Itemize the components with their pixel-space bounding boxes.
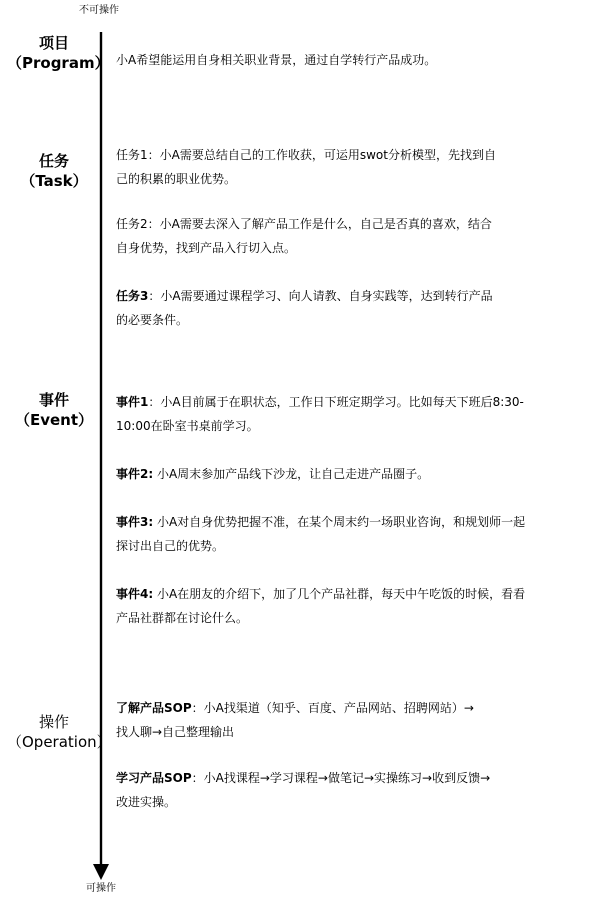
event-3-line2: 探讨出自己的优势。 (116, 539, 225, 553)
operation-item-2 (116, 766, 588, 814)
event-4-line2: 产品社群都在讨论什么。 (116, 611, 249, 625)
operation-item-1 (116, 696, 588, 744)
axis-top-label: 不可操作 (79, 5, 119, 16)
program-title: 项目 (38, 34, 69, 52)
program-subtitle: （Program） (7, 54, 110, 72)
task-item-2 (116, 212, 588, 260)
task-subtitle: （Task） (20, 172, 88, 190)
task-3-line2: 的必要条件。 (116, 313, 189, 327)
operation-2-label: 学习产品SOP (116, 771, 192, 785)
section-title-event (7, 390, 101, 430)
section-title-task (7, 151, 101, 191)
task-2-line1: 任务2：小A需要去深入了解产品工作是什么，自己是否真的喜欢，结合 (116, 217, 492, 231)
task-item-3 (116, 284, 588, 332)
event-item-2 (116, 462, 588, 486)
event-item-4 (116, 582, 588, 630)
event-1-line2: 10:00在卧室书桌前学习。 (116, 419, 259, 433)
event-1-line1: ：小A目前属于在职状态，工作日下班定期学习。比如每天下班后8:30- (148, 395, 524, 409)
event-1-label: 事件1 (116, 395, 149, 409)
section-title-operation (7, 712, 112, 752)
program-description (116, 48, 588, 72)
event-4-label: 事件4: (116, 587, 154, 601)
event-3-line1: 小A对自身优势把握不准，在某个周末约一场职业咨询，和规划师一起 (153, 515, 526, 529)
event-4-line1: 小A在朋友的介绍下，加了几个产品社群，每天中午吃饭的时候，看看 (153, 587, 526, 601)
axis-bottom-label: 可操作 (86, 883, 116, 894)
task-3-line1: ：小A需要通过课程学习、向人请教、自身实践等，达到转行产品 (148, 289, 493, 303)
task-item-1 (116, 143, 588, 191)
event-subtitle: （Event） (14, 411, 94, 429)
operation-1-line2: 找人聊→自己整理输出 (116, 725, 235, 739)
task-title: 任务 (38, 152, 69, 170)
operation-subtitle: （Operation） (7, 733, 112, 751)
event-3-label: 事件3: (116, 515, 154, 529)
operation-2-line1: ：小A找课程→学习课程→做笔记→实操练习→收到反馈→ (191, 771, 491, 785)
event-2-label: 事件2: (116, 467, 154, 481)
event-2-line1: 小A周末参加产品线下沙龙，让自己走进产品圈子。 (153, 467, 430, 481)
event-item-1 (116, 390, 588, 438)
program-text: 小A希望能运用自身相关职业背景，通过自学转行产品成功。 (116, 53, 437, 67)
event-title: 事件 (38, 391, 69, 409)
operation-1-line1: ：小A找渠道（知乎、百度、产品网站、招聘网站）→ (191, 701, 474, 715)
operation-1-label: 了解产品SOP (116, 701, 192, 715)
section-title-program (7, 33, 110, 73)
operation-title: 操作 (38, 713, 69, 731)
event-item-3 (116, 510, 588, 558)
task-1-line2: 己的积累的职业优势。 (116, 172, 237, 186)
task-1-line1: 任务1：小A需要总结自己的工作收获，可运用swot分析模型，先找到自 (116, 148, 496, 162)
task-3-label: 任务3 (116, 289, 149, 303)
task-2-line2: 自身优势，找到产品入行切入点。 (116, 241, 297, 255)
operation-2-line2: 改进实操。 (116, 795, 177, 809)
axis-arrowhead (93, 864, 109, 880)
